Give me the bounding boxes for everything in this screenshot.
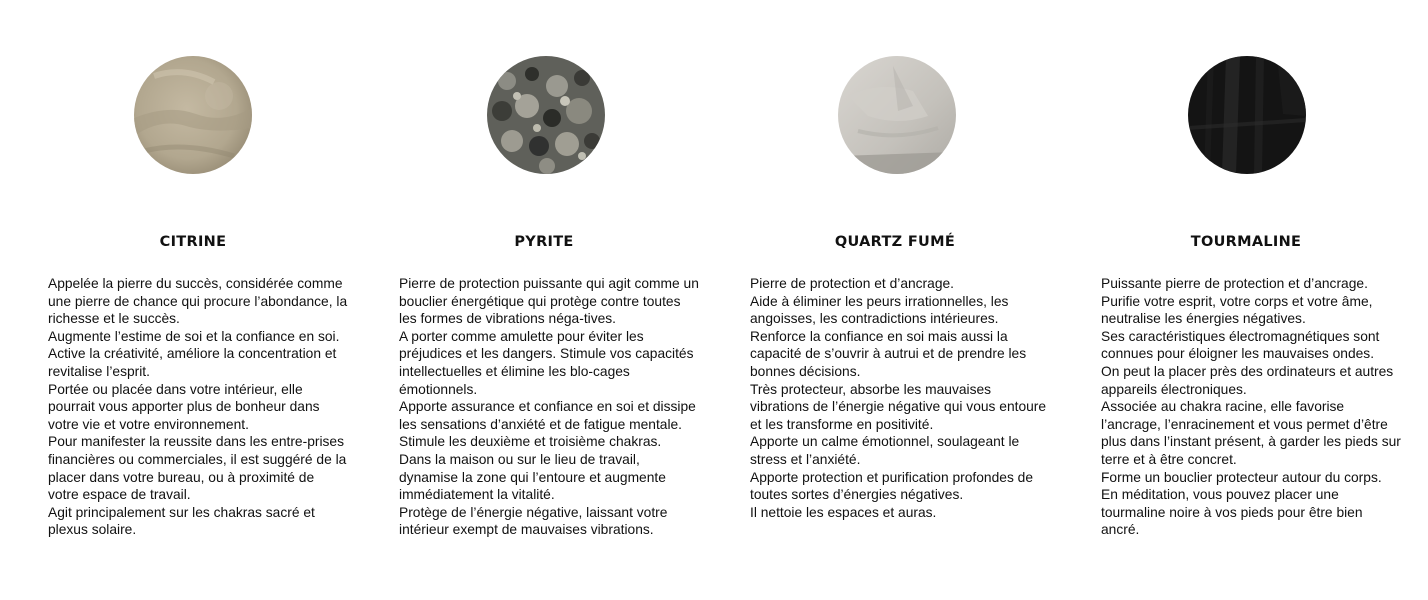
description-paragraph: Apporte protection et purification profondes de toutes sortes d’énergies négatives. xyxy=(750,469,1034,503)
stone-description xyxy=(1101,275,1401,539)
description-paragraph: Agit principalement sur les chakras sacré et plexus solaire. xyxy=(48,504,315,538)
description-paragraph: Portée ou placée dans votre intérieur, elle pourrait vous apporter plus de bonheur dans votre vie et votre environnement. xyxy=(48,381,320,432)
stone-name: TOURMALINE xyxy=(1190,234,1302,250)
stone-name: QUARTZ FUMÉ xyxy=(834,234,956,250)
citrine-stone-icon xyxy=(134,56,252,174)
description-paragraph: Pierre de protection et d’ancrage. xyxy=(750,276,955,291)
description-paragraph: A porter comme amulette pour éviter les préjudices et les dangers. Stimule vos capacités intellectuelles et élimine les blo-cages émotionnels. xyxy=(399,328,694,397)
pyrite-stone-icon xyxy=(487,56,605,174)
description-paragraph: Aide à éliminer les peurs irrationnelles, les angoisses, les contradictions intérieures. xyxy=(750,293,1009,327)
stone-description xyxy=(750,275,1050,521)
stone-name: PYRITE xyxy=(514,234,574,250)
stone-description xyxy=(399,275,699,539)
description-paragraph: Dans la maison ou sur le lieu de travail, dynamise la zone qui l’entoure et augmente immédiatement la vitalité. xyxy=(399,451,666,503)
description-paragraph: Très protecteur, absorbe les mauvaises vibrations de l’énergie négative qui vous entoure et les transforme en positivité. xyxy=(750,381,1047,432)
description-paragraph: Pour manifester la reussite dans les entre-prises financières ou commerciales, il est suggéré de la placer dans votre bureau, ou à proximité de votre espace de travail. xyxy=(48,434,347,503)
description-paragraph: Il nettoie les espaces et auras. xyxy=(750,504,937,520)
description-paragraph: Apporte assurance et confiance en soi et dissipe les sensations d’anxiété et de fatigue mentale. Stimule les deuxième et troisième chakras. xyxy=(399,399,696,450)
stone-card-citrine xyxy=(48,0,348,600)
description-paragraph: On peut la placer près des ordinateurs et autres appareils électroniques. xyxy=(1101,363,1394,397)
description-paragraph: Purifie votre esprit, votre corps et votre âme, neutralise les énergies négatives. xyxy=(1101,293,1373,327)
description-paragraph: Renforce la confiance en soi mais aussi la capacité de s’ouvrir à autrui et de prendre les bonnes décisions. xyxy=(750,328,1027,379)
description-paragraph: Pierre de protection puissante qui agit comme un bouclier énergétique qui protège contre toutes les formes de vibrations néga-tives. xyxy=(399,276,699,327)
description-paragraph: Ses caractéristiques électromagnétiques sont connues pour éloigner les mauvaises ondes. xyxy=(1101,328,1380,362)
description-paragraph: Augmente l’estime de soi et la confiance en soi. xyxy=(48,328,340,344)
smoky-quartz-stone-icon xyxy=(838,56,956,174)
description-paragraph: Appelée la pierre du succès, considérée comme une pierre de chance qui procure l’abondance, la richesse et le succès. xyxy=(48,276,348,327)
description-paragraph: Active la créativité, améliore la concentration et revitalise l’esprit. xyxy=(48,346,337,379)
stone-card-tourmaline xyxy=(1101,0,1401,600)
description-paragraph: Apporte un calme émotionnel, soulageant le stress et l’anxiété. xyxy=(750,434,1020,467)
description-paragraph: Protège de l’énergie négative, laissant votre intérieur exempt de mauvaises vibrations. xyxy=(399,504,668,538)
tourmaline-stone-icon xyxy=(1188,56,1306,174)
description-paragraph: En méditation, vous pouvez placer une tourmaline noire à vos pieds pour être bien ancré. xyxy=(1101,487,1363,538)
description-paragraph: Puissante pierre de protection et d’ancrage. xyxy=(1101,276,1368,291)
description-paragraph: Forme un bouclier protecteur autour du corps. xyxy=(1101,469,1382,485)
stone-description xyxy=(48,275,348,539)
stone-card-pyrite xyxy=(399,0,699,600)
description-paragraph: Associée au chakra racine, elle favorise l’ancrage, l’enracinement et vous permet d’être plus dans l’instant présent, à garder les pieds sur terre et à être concret. xyxy=(1101,399,1401,467)
stone-card-quartz-fume xyxy=(750,0,1050,600)
stone-name: CITRINE xyxy=(159,234,227,250)
